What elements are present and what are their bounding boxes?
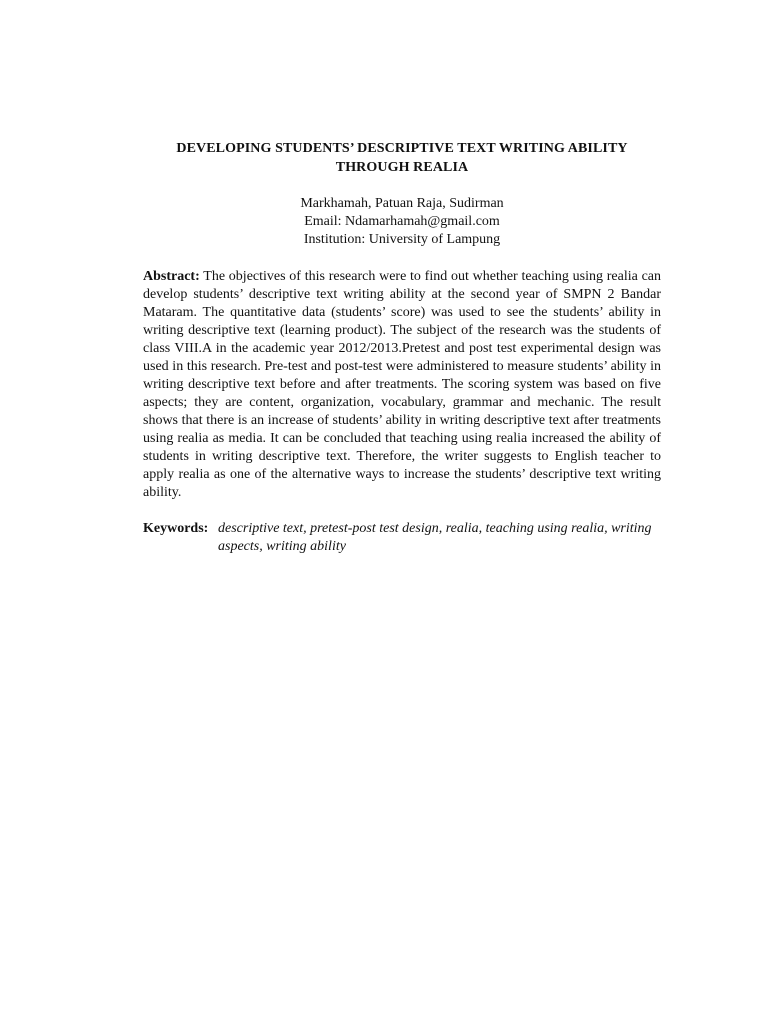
abstract-label: Abstract: (143, 269, 200, 284)
paper-title (143, 139, 661, 177)
abstract-text: The objectives of this research were to find out whether teaching using realia can develop students’ descriptive text writing ability at the second year of SMPN 2 Bandar Mataram. The quantitative data (students’ score) was used to see the students’ ability in writing descriptive text (learning product). The subject of the research was the students of class VIII.A in the academic year 2012/2013.Pretest and post test experimental design was used in this research. Pre-test and post-test were administered to measure students’ ability in writing descriptive text before and after treatments. The scoring system was based on five aspects; they are content, organization, vocabulary, grammar and mechanic. The result shows that there is an increase of students’ ability in writing descriptive text after treatments using realia as media. It can be concluded that teaching using realia increased the ability of students in writing descriptive text. Therefore, the writer suggests to English teacher to apply realia as one of the alternative ways to increase the students’ descriptive text writing ability. (143, 269, 662, 500)
paper-page (143, 139, 661, 556)
abstract-section (143, 268, 661, 502)
author-info (143, 195, 661, 249)
author-email: Email: Ndamarhamah@gmail.com (304, 214, 500, 229)
keywords-section (143, 520, 661, 556)
keywords-label: Keywords: (143, 521, 209, 536)
title-line-2: THROUGH REALIA (335, 160, 469, 175)
author-institution: Institution: University of Lampung (303, 232, 501, 247)
author-names: Markhamah, Patuan Raja, Sudirman (300, 196, 504, 211)
title-line-1: DEVELOPING STUDENTS’ DESCRIPTIVE TEXT WRITING ABILITY (176, 141, 628, 156)
keywords-text: descriptive text, pretest-post test design, realia, teaching using realia, writing aspects, writing ability (218, 521, 652, 554)
